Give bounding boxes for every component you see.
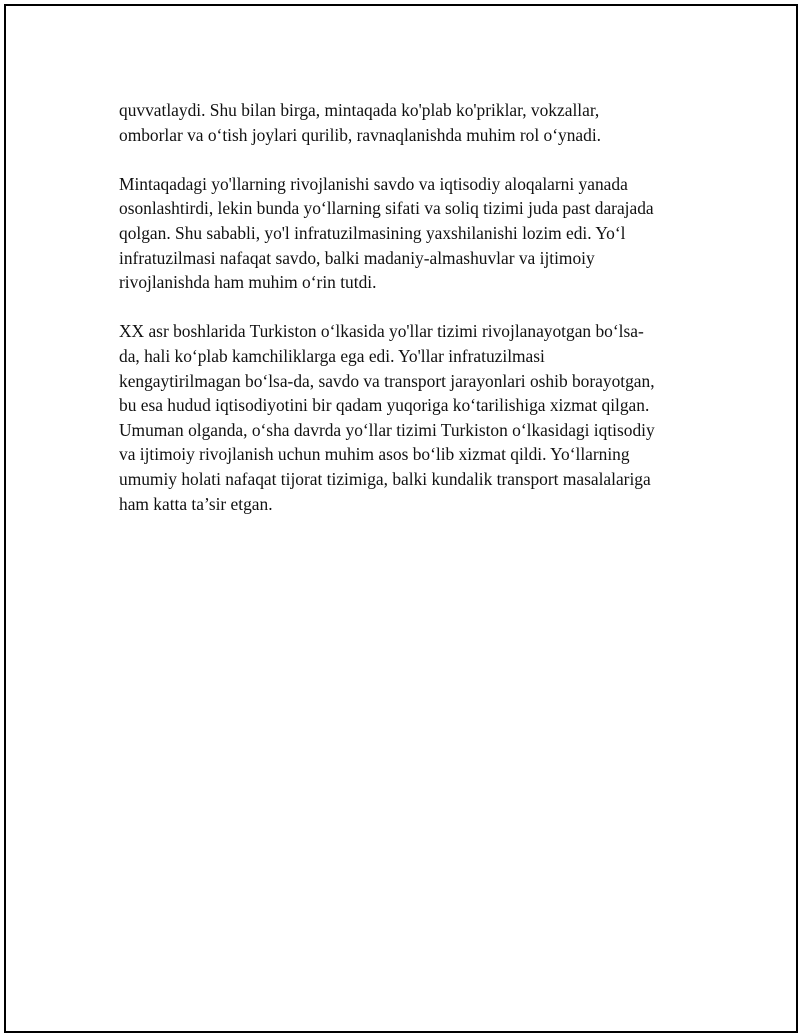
paragraph-1: quvvatlaydi. Shu bilan birga, mintaqada ko'plab ko'priklar, vokzallar, omborlar va o‘tish joylari qurilib, ravnaqlanishda muhim rol o‘ynadi. bbox=[119, 100, 602, 145]
document-body bbox=[119, 98, 699, 541]
page-frame bbox=[4, 4, 798, 1033]
paragraph-2: Mintaqadagi yo'llarning rivojlanishi savdo va iqtisodiy aloqalarni yanada osonlashtirdi, lekin bunda yo‘llarning sifati va soliq tizimi juda past darajada qolgan. Shu sababli, yo'l infratuzilmasining yaxshilanishi lozim edi. Yo‘l infratuzilmasi nafaqat savdo, balki madaniy-almashuvlar va ijtimoiy rivojlanishda ham muhim o‘rin tutdi. bbox=[119, 173, 654, 293]
paragraph-3: XX asr boshlarida Turkiston o‘lkasida yo'llar tizimi rivojlanayotgan bo‘lsa- da, hali ko‘plab kamchiliklarga ega edi. Yo'llar infratuzilmasi kengaytirilmagan bo‘lsa-da, savdo va transport jarayonlari oshib borayotgan, bu esa hudud iqtisodiyotini bir qadam yuqoriga ko‘tarilishiga xizmat qilgan. Umuman olganda, o‘sha davrda yo‘llar tizimi Turkiston o‘lkasidagi iqtisodiy va ijtimoiy rivojlanish uchun muhim asos bo‘lib xizmat qildi. Yo‘llarning umumiy holati nafaqat tijorat tizimiga, balki kundalik transport masalalariga ham katta ta’sir etgan. bbox=[119, 321, 655, 514]
